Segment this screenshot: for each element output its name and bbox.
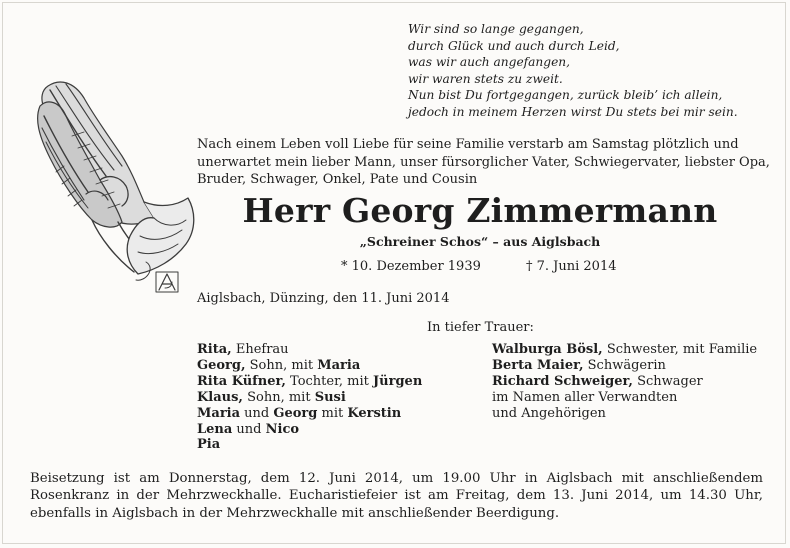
mourner-line [197, 358, 422, 374]
deceased-nickname: „Schreiner Schos“ – aus Aiglsbach [359, 234, 601, 249]
poem [408, 21, 780, 120]
birth-date: * 10. Dezember 1939 [341, 259, 481, 274]
mourner-partner: Maria [317, 357, 361, 373]
mourner-line [197, 406, 422, 422]
mourner-name: Georg [273, 405, 318, 421]
mourner-name: Rita Küfner, [197, 373, 286, 389]
mourner-note: im Namen aller Verwandten [492, 389, 678, 405]
funeral-line: Rosenkranz in der Mehrzweckhalle. Eucharistiefeier ist am Freitag, dem 13. Juni 2014, um 14.30 Uhr, [30, 488, 763, 504]
mourner-name: Berta Maier, [492, 357, 584, 373]
mourner-relation: Sohn, mit [245, 357, 318, 373]
mourner-line [197, 390, 422, 406]
mourner-partner: Jürgen [373, 373, 423, 389]
mourner-relation: Schwester, mit Familie [602, 342, 758, 357]
funeral-details [30, 470, 763, 522]
mourner-name: Kerstin [347, 405, 402, 421]
poem-line: durch Glück und auch durch Leid, [408, 38, 620, 53]
mourner-line [492, 374, 757, 390]
poem-line: Wir sind so lange gegangen, [408, 22, 584, 36]
mourner-name: Rita, [197, 342, 232, 357]
poem-line: Nun bist Du fortgegangen, zurück bleib’ ich allein, [408, 88, 723, 102]
funeral-line: ebenfalls in Aiglsbach in der Mehrzweckhalle mit anschließender Beerdigung. [30, 505, 560, 521]
place-and-date: Aiglsbach, Dünzing, den 11. Juni 2014 [197, 291, 450, 306]
mourner-name: Lena [197, 421, 233, 437]
mourner-name: Klaus, [197, 389, 243, 405]
poem-line: jedoch in meinem Herzen wirst Du stets bei mir sein. [408, 104, 738, 119]
mourner-relation: Sohn, mit [242, 389, 315, 405]
mourner-name: Pia [197, 437, 221, 453]
mourner-relation: Schwager [632, 373, 703, 389]
poem-line: was wir auch angefangen, [408, 55, 571, 69]
mourner-line [197, 437, 422, 453]
death-date: † 7. Juni 2014 [526, 259, 617, 274]
poem-line: wir waren stets zu zweit. [408, 71, 563, 86]
mourner-relation: Ehefrau [231, 342, 289, 357]
mourner-name: Maria [197, 405, 241, 421]
intro-line: Nach einem Leben voll Liebe für seine Familie verstarb am Samstag plötzlich und [197, 137, 739, 152]
mourners-right [492, 342, 757, 422]
mourner-line [197, 342, 422, 358]
intro-line: Bruder, Schwager, Onkel, Pate und Cousin [197, 172, 478, 187]
praying-hands-icon [26, 76, 208, 298]
mourner-relation: Tochter, mit [285, 373, 373, 389]
mourner-line [197, 374, 422, 390]
mourner-line [492, 342, 757, 358]
mourners-left [197, 342, 422, 453]
intro-line: unerwartet mein lieber Mann, unser fürsorglicher Vater, Schwiegervater, liebster Opa, [197, 154, 770, 170]
mourner-name: Georg, [197, 357, 246, 373]
mourner-partner: Susi [314, 389, 346, 405]
mourner-line [197, 422, 422, 438]
funeral-line: Beisetzung ist am Donnerstag, dem 12. Juni 2014, um 19.00 Uhr in Aiglsbach mit anschließendem [30, 471, 763, 486]
mourner-name: Nico [265, 421, 300, 437]
mourner-name: Walburga Bösl, [492, 342, 603, 357]
mourner-line [492, 406, 757, 422]
mourner-connector: und [232, 421, 266, 437]
mourner-relation: Schwägerin [583, 357, 666, 373]
mourner-line [492, 390, 757, 406]
mourner-line [492, 358, 757, 374]
intro-text [197, 136, 770, 189]
mourner-connector: und [240, 405, 274, 421]
mourner-name: Richard Schweiger, [492, 373, 633, 389]
deceased-name: Herr Georg Zimmermann [242, 191, 718, 230]
mourning-heading: In tiefer Trauer: [427, 320, 534, 335]
mourner-connector: mit [317, 405, 348, 421]
mourner-note: und Angehörigen [492, 405, 606, 421]
